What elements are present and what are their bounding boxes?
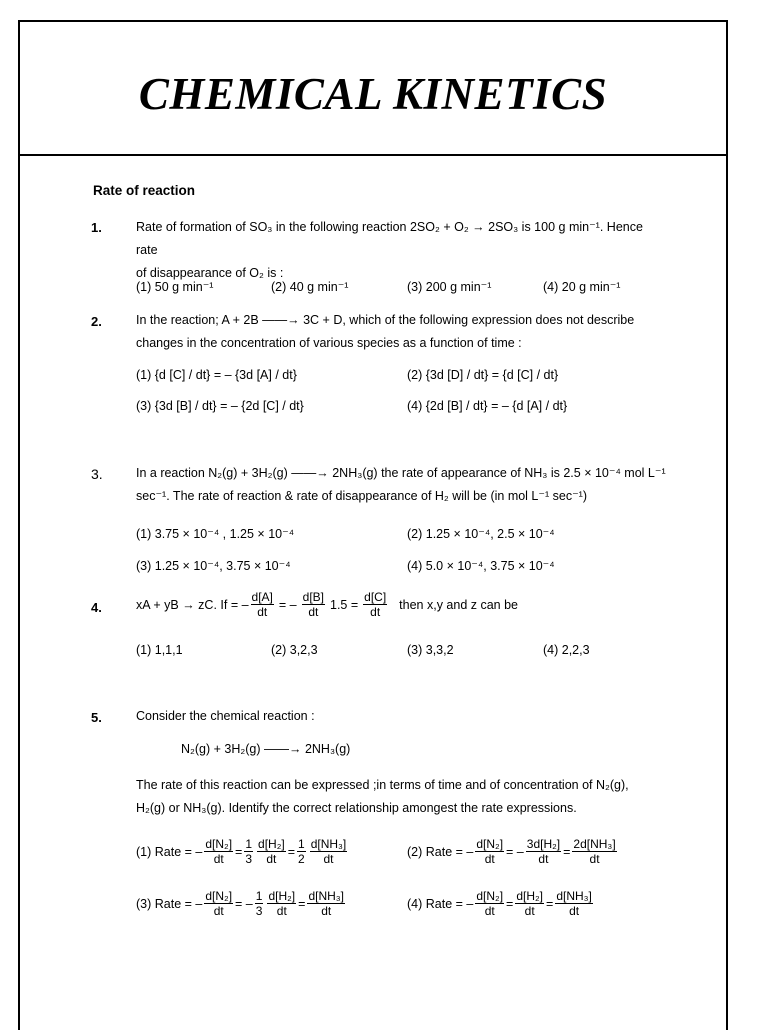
question-number-1: 1. bbox=[91, 220, 102, 235]
q5-o4-frac-h2: $\frac{\text{d[H₂]}}{dt}$ bbox=[516, 889, 544, 918]
page-title: CHEMICAL KINETICS bbox=[138, 69, 608, 119]
q5-o1-eq: = bbox=[235, 844, 243, 859]
q4-fraction-a: $\frac{d[A]}{dt}$ bbox=[251, 590, 273, 619]
q4-option-4[interactable]: (4) 2,2,3 bbox=[543, 643, 590, 657]
q5-o4-label: (4) Rate = – bbox=[407, 896, 474, 911]
q3-option-4[interactable]: (4) 5.0 × 10⁻⁴, 3.75 × 10⁻⁴ bbox=[407, 559, 555, 573]
q5-option-1[interactable] bbox=[136, 837, 349, 866]
question-number-2: 2. bbox=[91, 314, 102, 329]
q2-option-3[interactable]: (3) {3d [B] / dt} = – {2d [C] / dt} bbox=[136, 399, 304, 413]
question-2-line-1: In the reaction; A + 2B ——→ 3C + D, which of the following expression does not describe bbox=[136, 313, 635, 327]
q4-eq-1: = – bbox=[278, 597, 297, 612]
q5-o2-frac-n2: $\frac{\text{d[N₂]}}{dt}$ bbox=[476, 837, 504, 866]
title-bar bbox=[18, 20, 728, 156]
q5-o3-frac-n2: $\frac{\text{d[N₂]}}{dt}$ bbox=[205, 889, 233, 918]
q2-option-4[interactable]: (4) {2d [B] / dt} = – {d [A] / dt} bbox=[407, 399, 568, 413]
q4-fraction-c: $\frac{d[C]}{dt}$ bbox=[364, 590, 387, 619]
q5-o3-eq-2: = bbox=[298, 896, 306, 911]
q4-prefix: xA + yB → zC. If = – bbox=[136, 597, 249, 612]
q1-option-1[interactable]: (1) 50 g min⁻¹ bbox=[136, 280, 214, 294]
q5-o2-label: (2) Rate = – bbox=[407, 844, 474, 859]
question-3-text bbox=[136, 462, 666, 508]
q5-o1-eq-2: = bbox=[287, 844, 296, 859]
q3-option-3[interactable]: (3) 1.25 × 10⁻⁴, 3.75 × 10⁻⁴ bbox=[136, 559, 291, 573]
question-5-line-2: The rate of this reaction can be expressed ;in terms of time and of concentration of N₂(g), bbox=[136, 778, 629, 792]
q1-option-3[interactable]: (3) 200 g min⁻¹ bbox=[407, 280, 492, 294]
q5-o2-eq-2: = bbox=[563, 844, 571, 859]
question-1-line-1: Rate of formation of SO₃ in the following reaction 2SO₂ + O₂ → 2SO₃ is 100 g min⁻¹. Hence rate bbox=[136, 220, 643, 257]
q5-o3-frac-h2: $\frac{\text{d[H₂]}}{dt}$ bbox=[268, 889, 296, 918]
question-1-text bbox=[136, 216, 666, 285]
q5-o4-eq-2: = bbox=[546, 896, 554, 911]
question-5-text bbox=[136, 774, 666, 820]
q5-o4-frac-nh3: $\frac{\text{d[NH₃]}}{dt}$ bbox=[556, 889, 592, 918]
q4-mid: 1.5 = bbox=[330, 597, 359, 612]
q5-o1-frac-1-2: $\frac{1}{2}$ bbox=[298, 837, 305, 866]
q5-o1-frac-nh3: $\frac{\text{d[NH₃]}}{dt}$ bbox=[310, 837, 347, 866]
question-4-text bbox=[136, 590, 518, 619]
q5-o3-frac-nh3: $\frac{\text{d[NH₃]}}{dt}$ bbox=[308, 889, 344, 918]
q5-o3-label: (3) Rate = – bbox=[136, 896, 203, 911]
q5-option-4[interactable] bbox=[407, 889, 595, 918]
section-heading: Rate of reaction bbox=[93, 183, 196, 198]
q5-o2-frac-h2: $\frac{\text{3d[H₂]}}{dt}$ bbox=[526, 837, 561, 866]
question-2-line-2: changes in the concentration of various species as a function of time : bbox=[136, 336, 522, 350]
question-5-line-1: Consider the chemical reaction : bbox=[136, 709, 315, 723]
question-1-line-2: of disappearance of O₂ is : bbox=[136, 266, 284, 280]
q4-option-1[interactable]: (1) 1,1,1 bbox=[136, 643, 183, 657]
q4-option-2[interactable]: (2) 3,2,3 bbox=[271, 643, 318, 657]
q5-o2-eq: = – bbox=[506, 844, 524, 859]
q5-o1-label: (1) Rate = – bbox=[136, 844, 203, 859]
q5-o1-frac-1-3: $\frac{1}{3}$ bbox=[245, 837, 253, 866]
question-5-reaction: N₂(g) + 3H₂(g) ——→ 2NH₃(g) bbox=[181, 742, 351, 756]
q5-option-2[interactable] bbox=[407, 837, 619, 866]
q1-option-2[interactable]: (2) 40 g min⁻¹ bbox=[271, 280, 349, 294]
q5-o1-frac-h2: $\frac{\text{d[H₂]}}{dt}$ bbox=[258, 837, 285, 866]
q5-o4-frac-n2: $\frac{\text{d[N₂]}}{dt}$ bbox=[476, 889, 504, 918]
question-2-text bbox=[136, 309, 666, 355]
q5-o2-frac-nh3: $\frac{\text{2d[NH₃]}}{dt}$ bbox=[573, 837, 616, 866]
q1-option-4[interactable]: (4) 20 g min⁻¹ bbox=[543, 280, 621, 294]
question-3-line-2: sec⁻¹. The rate of reaction & rate of disappearance of H₂ will be (in mol L⁻¹ sec⁻¹) bbox=[136, 489, 587, 503]
q5-o3-frac-1-3: $\frac{1}{3}$ bbox=[255, 889, 263, 918]
q5-o4-eq: = bbox=[506, 896, 514, 911]
q4-suffix: then x,y and z can be bbox=[399, 597, 519, 612]
q3-option-2[interactable]: (2) 1.25 × 10⁻⁴, 2.5 × 10⁻⁴ bbox=[407, 527, 555, 541]
q5-option-3[interactable] bbox=[136, 889, 347, 918]
question-number-3: 3. bbox=[91, 466, 103, 482]
q5-o1-frac-n2: $\frac{\text{d[N₂]}}{dt}$ bbox=[205, 837, 233, 866]
question-number-4: 4. bbox=[91, 600, 102, 615]
q3-option-1[interactable]: (1) 3.75 × 10⁻⁴ , 1.25 × 10⁻⁴ bbox=[136, 527, 295, 541]
q4-fraction-b: $\frac{d[B]}{dt}$ bbox=[302, 590, 324, 619]
q5-o3-eq: = – bbox=[235, 896, 253, 911]
q2-option-2[interactable]: (2) {3d [D] / dt} = {d [C] / dt} bbox=[407, 368, 559, 382]
question-number-5: 5. bbox=[91, 710, 102, 725]
question-3-line-1: In a reaction N₂(g) + 3H₂(g) ——→ 2NH₃(g) the rate of appearance of NH₃ is 2.5 × 10⁻⁴ mol L⁻¹ bbox=[136, 466, 666, 480]
q4-option-3[interactable]: (3) 3,3,2 bbox=[407, 643, 454, 657]
page-frame bbox=[18, 20, 728, 1030]
q2-option-1[interactable]: (1) {d [C] / dt} = – {3d [A] / dt} bbox=[136, 368, 297, 382]
question-5-line-3: H₂(g) or NH₃(g). Identify the correct relationship amongest the rate expressions. bbox=[136, 801, 577, 815]
